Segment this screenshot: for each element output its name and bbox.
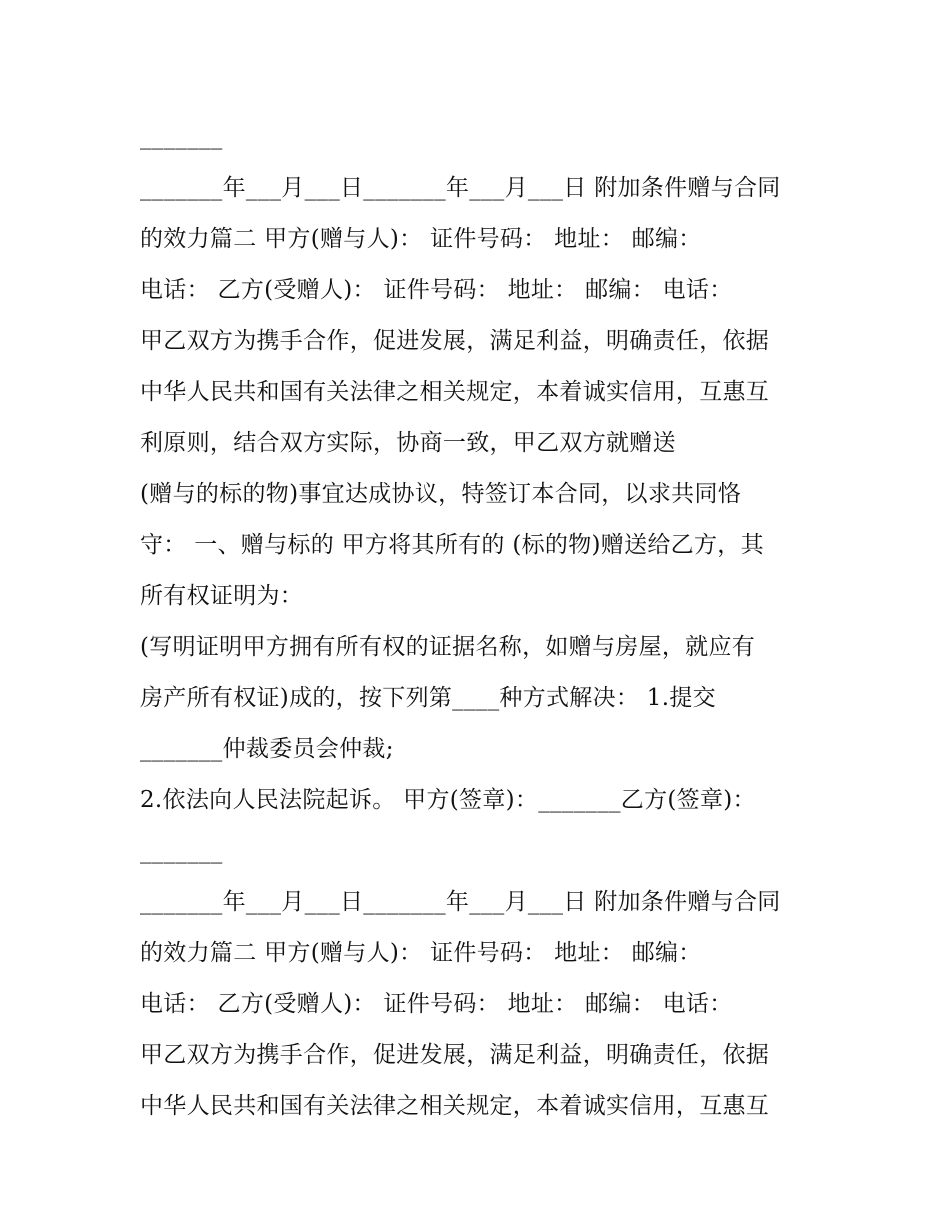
text-line: (写明证明甲方拥有所有权的证据名称，如赠与房屋，就应有 [140, 634, 756, 660]
document-body [140, 112, 830, 1132]
text-line: 利原则，结合双方实际，协商一致，甲乙双方就赠送 [140, 430, 676, 456]
text-line: 电话： 乙方(受赠人)： 证件号码： 地址： 邮编： 电话： [140, 991, 733, 1017]
text-line: 守： 一、赠与标的 甲方将其所有的 (标的物)赠送给乙方，其 [140, 532, 764, 558]
text-line: 的效力篇二 甲方(赠与人)： 证件号码： 地址： 邮编： [140, 940, 702, 966]
text-line: 中华人民共和国有关法律之相关规定，本着诚实信用，互惠互 [140, 1093, 770, 1119]
text-line: (赠与的标的物)事宜达成协议，特签订本合同，以求共同恪 [140, 481, 742, 507]
text-line: 所有权证明为： [140, 583, 304, 609]
text-line: _______仲裁委员会仲裁; [140, 736, 394, 762]
text-line: 中华人民共和国有关法律之相关规定，本着诚实信用，互惠互 [140, 379, 770, 405]
text-line: _______ [140, 124, 223, 150]
text-line: 的效力篇二 甲方(赠与人)： 证件号码： 地址： 邮编： [140, 226, 702, 252]
text-line: _______年___月___日_______年___月___日 附加条件赠与合同 [140, 175, 781, 201]
text-line: _______年___月___日_______年___月___日 附加条件赠与合同 [140, 889, 781, 915]
text-line: 甲乙双方为携手合作，促进发展，满足利益，明确责任，依据 [140, 328, 770, 354]
text-line: _______ [140, 838, 223, 864]
text-line: 甲乙双方为携手合作，促进发展，满足利益，明确责任，依据 [140, 1042, 770, 1068]
text-line: 房产所有权证)成的，按下列第____种方式解决： 1.提交 [140, 685, 716, 711]
text-line: 电话： 乙方(受赠人)： 证件号码： 地址： 邮编： 电话： [140, 277, 733, 303]
text-line: 2.依法向人民法院起诉。 甲方(签章)：_______乙方(签章)： [140, 787, 756, 813]
